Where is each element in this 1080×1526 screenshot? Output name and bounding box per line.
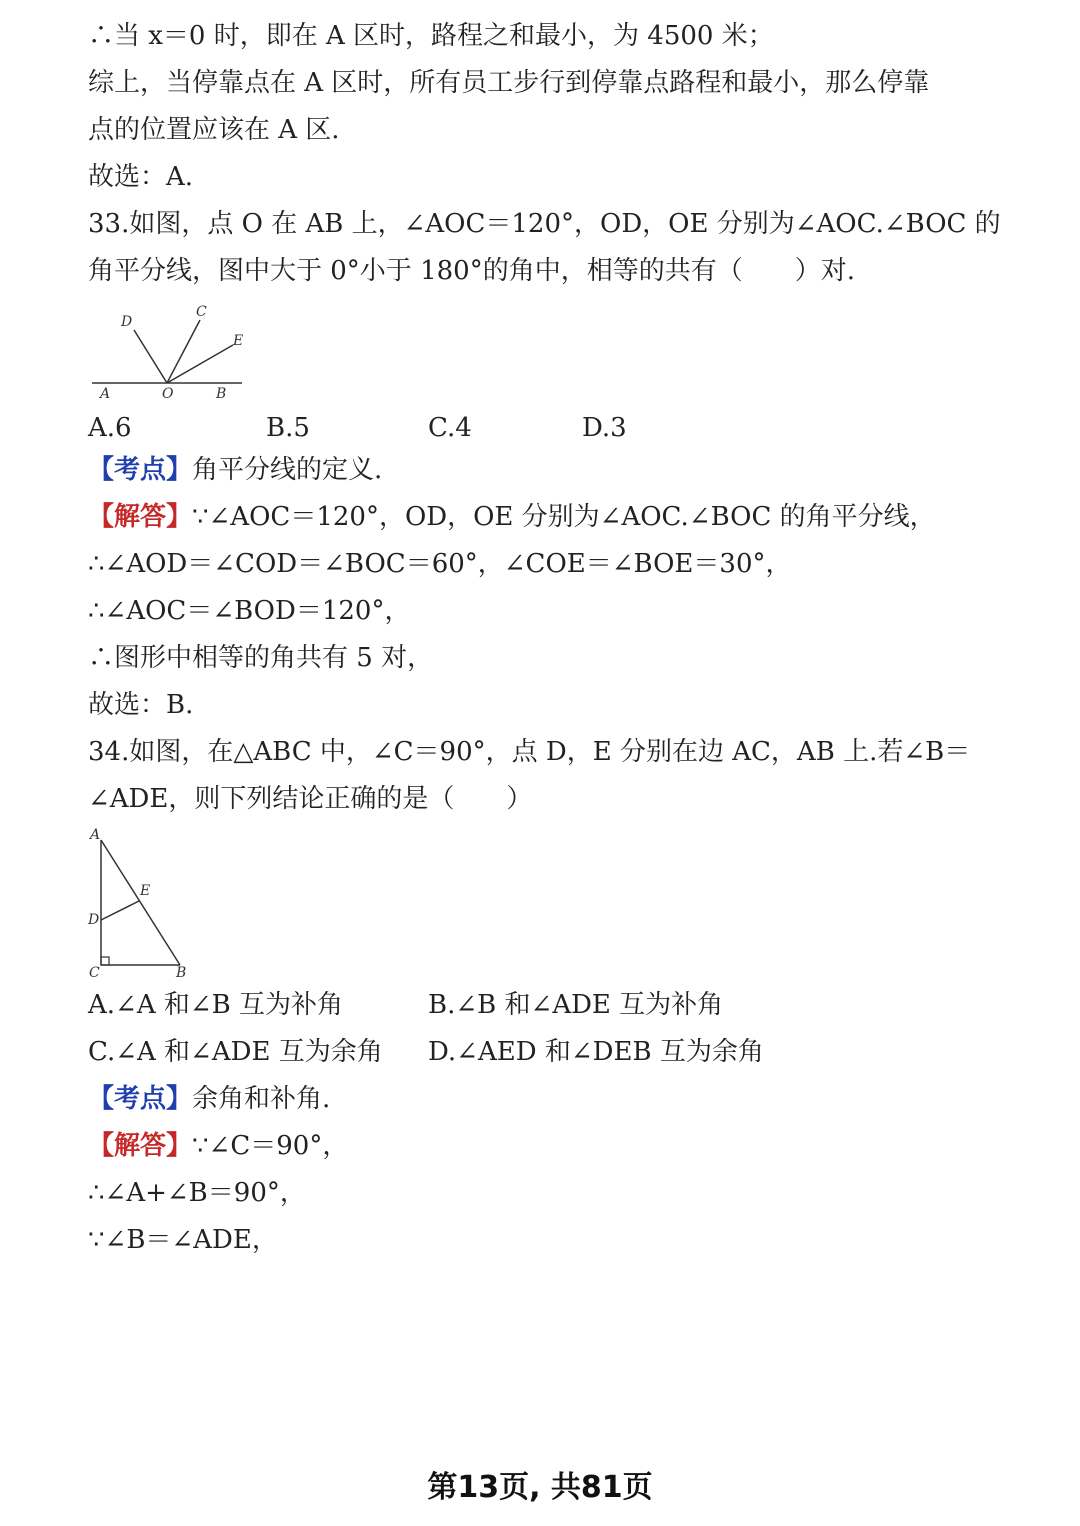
solution-step: ∴图形中相等的角共有 5 对，: [88, 643, 434, 673]
kaodian-row: [88, 452, 998, 488]
text-line: 综上，当停靠点在 A 区时，所有员工步行到停靠点路程和最小，那么停靠: [88, 68, 930, 98]
label-d: D: [121, 314, 133, 330]
option-a: A.∠A 和∠B 互为补角: [88, 990, 344, 1020]
jieda-tag: 【解答】: [88, 502, 193, 532]
option-d: D.∠AED 和∠DEB 互为余角: [428, 1037, 764, 1067]
option-c: C.∠A 和∠ADE 互为余角: [88, 1037, 383, 1067]
option-d: D.3: [582, 413, 627, 443]
text-line: 故选：A.: [88, 162, 194, 192]
label-c: C: [89, 965, 100, 981]
kaodian-tag: 【考点】: [88, 455, 193, 485]
question-33-stem: 33.如图，点 O 在 AB 上，∠AOC＝120°，OD，OE 分别为∠AOC.∠BOC 的: [88, 209, 1001, 239]
kaodian-row: [88, 1081, 998, 1117]
jieda-tag: 【解答】: [88, 1131, 193, 1161]
triangle-figure: [84, 825, 194, 985]
solution-step: ∴∠AOC＝∠BOD＝120°，: [88, 596, 411, 626]
text-line: 点的位置应该在 A 区.: [88, 115, 340, 145]
label-c: C: [196, 304, 207, 320]
jieda-row: [88, 499, 998, 535]
solution-step: ∴∠A+∠B＝90°，: [88, 1178, 306, 1208]
solution-step: ∴∠AOD＝∠COD＝∠BOC＝60°，∠COE＝∠BOE＝30°，: [88, 549, 792, 579]
label-d: D: [88, 912, 100, 928]
solution-step: ∵∠B＝∠ADE，: [88, 1225, 278, 1255]
kaodian-tag: 【考点】: [88, 1084, 193, 1114]
question-34-stem: 34.如图，在△ABC 中，∠C＝90°，点 D，E 分别在边 AC，AB 上.若∠B＝: [88, 737, 971, 767]
text-line: ∴当 x＝0 时，即在 A 区时，路程之和最小，为 4500 米；: [88, 21, 774, 51]
angle-figure: [88, 300, 248, 405]
label-b: B: [216, 386, 227, 402]
jieda-row: [88, 1128, 998, 1164]
option-b: B.∠B 和∠ADE 互为补角: [428, 990, 724, 1020]
option-a: A.6: [88, 413, 132, 443]
page-footer: 第13页, 共81页: [427, 1470, 653, 1505]
label-o: O: [162, 386, 174, 402]
question-33-stem: 角平分线，图中大于 0°小于 180°的角中，相等的共有（ ）对.: [88, 256, 855, 286]
kaodian-text: 角平分线的定义.: [192, 455, 383, 485]
jieda-text: ∵∠C＝90°，: [192, 1131, 349, 1161]
label-a: A: [90, 827, 101, 843]
right-angle-mark: [101, 957, 109, 965]
label-e: E: [140, 883, 151, 899]
kaodian-text: 余角和补角.: [192, 1084, 331, 1114]
option-c: C.4: [428, 413, 472, 443]
label-a: A: [100, 386, 111, 402]
segment-de: [101, 901, 139, 920]
label-e: E: [233, 333, 244, 349]
jieda-text: ∵∠AOC＝120°，OD，OE 分别为∠AOC.∠BOC 的角平分线，: [192, 502, 936, 532]
side-ab: [101, 840, 180, 965]
solution-step: 故选：B.: [88, 690, 194, 720]
label-b: B: [176, 965, 187, 981]
question-34-stem: ∠ADE，则下列结论正确的是（ ）: [88, 784, 533, 814]
option-b: B.5: [266, 413, 310, 443]
ray-od: [134, 330, 167, 383]
